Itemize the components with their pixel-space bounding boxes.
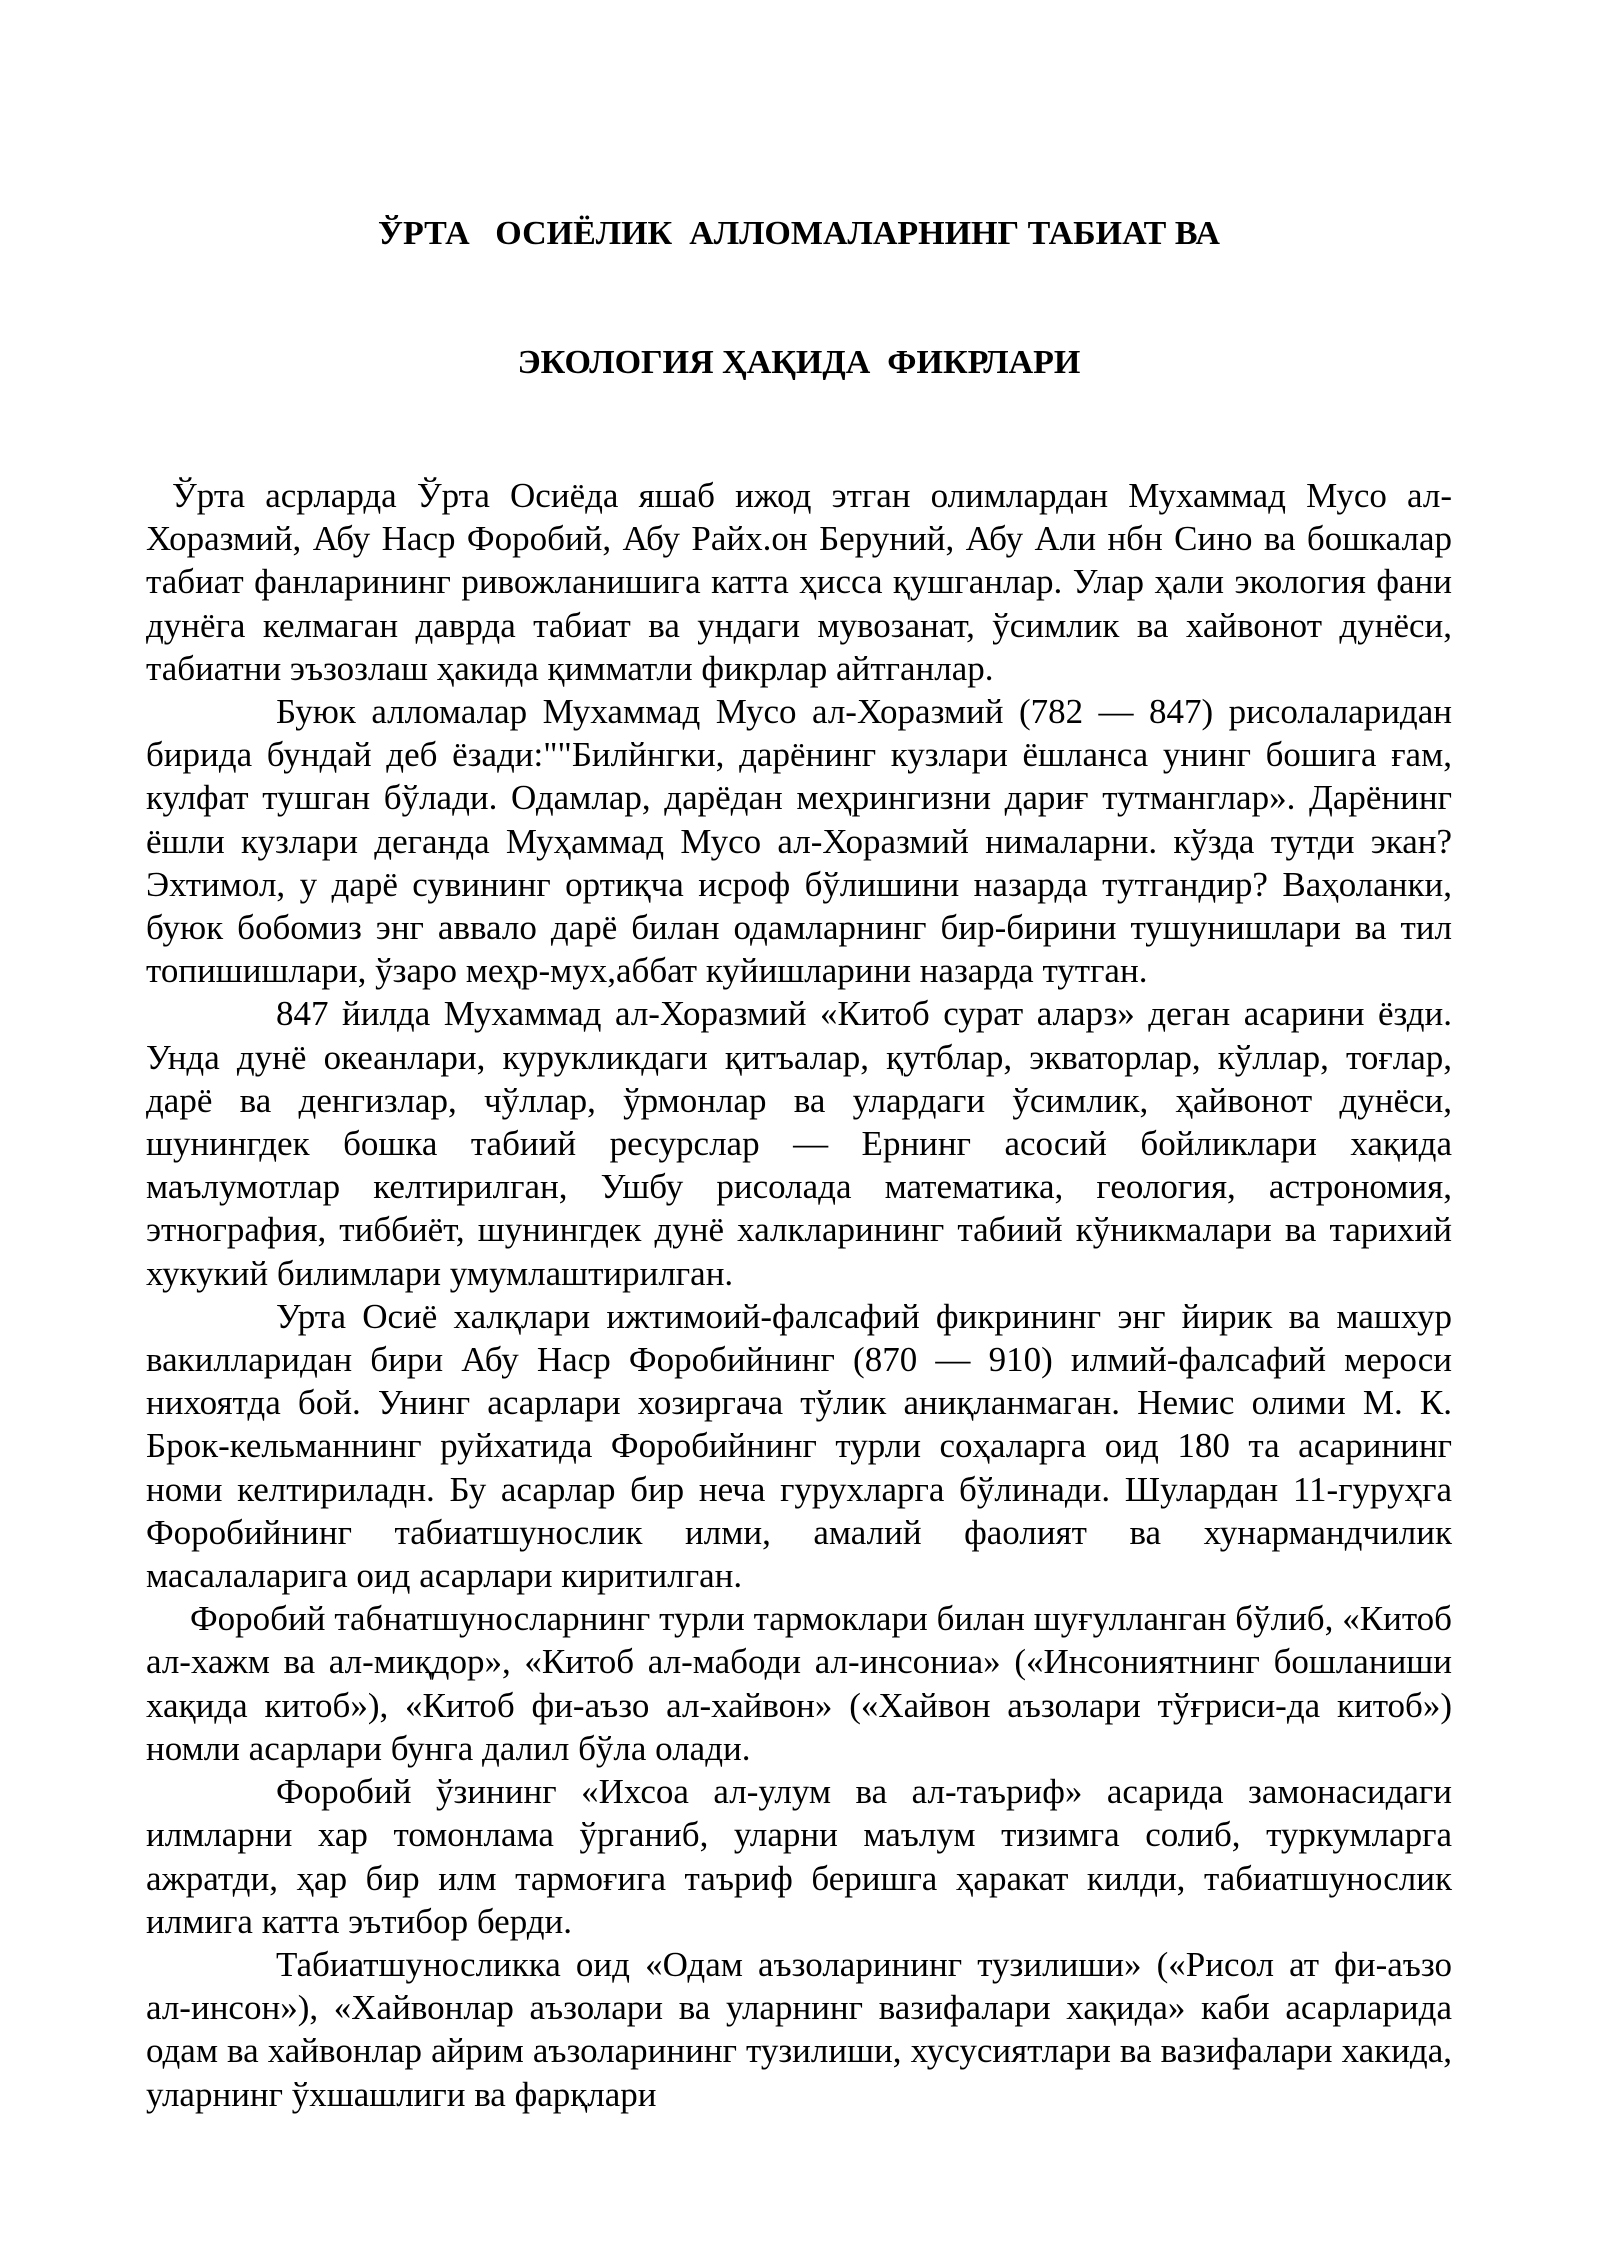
paragraph-3: 847 йилда Мухаммад ал-Хоразмий «Китоб сурат аларз» деган асарини ёзди. Унда дунё океанлари, курукликдаги қитъалар, қутблар, экваторлар, кўллар, тоғлар, дарё ва денгизлар, чўллар, ўрмонлар ва улардаги ўсимлик, ҳайвонот дунёси, шунингдек бошка табиий ресурслар — Ернинг асосий бойликлари хақида маълумотлар келтирилган, Ушбу рисолада математика, геология, астрономия, этнография, тиббиёт, шунингдек дунё халкларининг табиий кўникмалари ва тарихий хукукий билимлари умумлаштирилган. [146,994,1452,1293]
paragraph-6: Форобий ўзининг «Ихсоа ал-улум ва ал-таъриф» асарида замонасидаги илмларни хар томонлама ўрганиб, уларни маълум тизимга солиб, туркумларга ажратди, ҳар бир илм тармоғига таъриф беришга ҳаракат килди, табиатшунослик илмига катта эътибор берди. [146,1772,1452,1941]
paragraph-7: Табиатшуносликка оид «Одам аъзоларининг тузилиши» («Рисол ат фи-аъзо ал-инсон»), «Хайвонлар аъзолари ва уларнинг вазифалари хақида» каби асарларида одам ва хайвонлар айрим аъзоларининг тузилиши, хусусиятлари ва вазифалари хакида, уларнинг ўхшашлиги ва фарқлари [146,1944,1452,2114]
title-line-1: ЎРТА ОСИЁЛИК АЛЛОМАЛАРНИНГ ТАБИАТ ВА [378,215,1220,252]
paragraph-5: Форобий табнатшуносларнинг турли тармоклари билан шуғулланган бўлиб, «Китоб ал-хажм ва ал-миқдор», «Китоб ал-мабоди ал-инсониа» («Инсониятнинг бошланиши хақида китоб»), «Китоб фи-аъзо ал-хайвон» («Хайвон аъзолари тўғриси-да китоб») номли асарлари бунга далил бўла олади. [146,1599,1452,1768]
document-title [146,126,1452,470]
paragraph-4: Урта Осиё халқлари ижтимоий-фалсафий фикрининг энг йирик ва машхур вакилларидан бири Абу Наср Форобийнинг (870 — 910) илмий-фалсафий мероси нихоятда бой. Унинг асарлари хозиргача тўлик аниқланмаган. Немис олими М. К. Брок-кельманнинг руйхатида Форобийнинг турли соҳаларга оид 180 та асарининг номи келтириладн. Бу асарлар бир неча гурухларга бўлинади. Шулардан 11-гуруҳга Форобийнинг табиатшунослик илми, амалий фаолият ва хунармандчилик масалаларига оид асарлари киритилган. [146,1296,1452,1596]
paragraph-2: Буюк алломалар Мухаммад Мусо ал-Хоразмий (782 — 847) рисолаларидан бирида бундай деб ёзади:""Билйнгки, дарёнинг кузлари ёшланса унинг бошига ғам, кулфат тушган бўлади. Одамлар, дарёдан меҳрингизни дариғ тутманглар». Дарёнинг ёшли кузлари деганда Муҳаммад Мусо ал-Хоразмий нималарни. кўзда тутди экан? Эхтимол, у дарё сувининг ортиқча исроф бўлишини назарда тутгандир? Ваҳоланки, буюк бобомиз энг аввало дарё билан одамларнинг бир-бирини тушунишлари ва тил топишишлари, ўзаро меҳр-мух,аббат куйишларини назарда тутган. [146,692,1452,991]
title-line-2: ЭКОЛОГИЯ ҲАҚИДА ФИКРЛАРИ [517,344,1081,381]
paragraph-1: Ўрта асрларда Ўрта Осиёда яшаб ижод этган олимлардан Мухаммад Мусо ал-Хоразмий, Абу Наср Форобий, Абу Райх.он Беруний, Абу Али нбн Сино ва бошкалар табиат фанларининг ривожланишига катта ҳисса қушганлар. Улар ҳали экология фани дунёга келмаган даврда табиат ва ундаги мувозанат, ўсимлик ва хайвонот дунёси, табиатни эъзозлаш ҳакида қимматли фикрлар айтганлар. [146,476,1452,688]
document-page [146,126,1452,2116]
